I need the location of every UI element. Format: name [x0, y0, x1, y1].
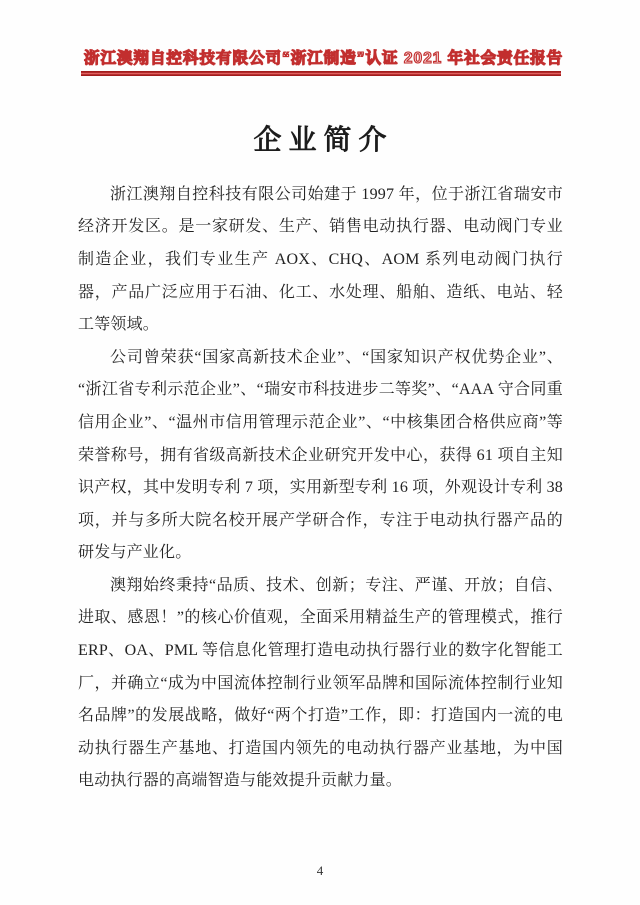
header-rule — [81, 71, 561, 76]
page-title: 企业简介 — [253, 124, 394, 155]
body-paragraph: 浙江澳翔自控科技有限公司始建于 1997 年，位于浙江省瑞安市经济开发区。是一家研发、生产、销售电动执行器、电动阀门专业制造企业，我们专业生产 AOX、CHQ、AOM 系列电动阀门执行器，产品广泛应用于石油、化工、水处理、船舶、造纸、电站、轻工等领域。 — [78, 185, 563, 334]
body-paragraph: 公司曾荣获“国家高新技术企业”、“国家知识产权优势企业”、“浙江省专利示范企业”、“瑞安市科技进步二等奖”、“AAA 守合同重信用企业”、“温州市信用管理示范企业”、“中核集团合格供应商”等荣誉称号，拥有省级高新技术企业研究开发中心，获得 61 项自主知识产权，其中发明专利 7 项，实用新型专利 16 项，外观设计专利 38 项，并与多所大院名校开展产学研合作，专注于电动执行器产品的研发与产业化。 — [78, 348, 563, 562]
page-number: 4 — [316, 863, 324, 878]
body-paragraph: 澳翔始终秉持“品质、技术、创新；专注、严谨、开放；自信、进取、感恩！”的核心价值观，全面采用精益生产的管理模式，推行 ERP、OA、PML 等信息化管理打造电动执行器行业的数字化智能工厂，并确立“成为中国流体控制行业领军品牌和国际流体控制行业知名品牌”的发展战略，做好“两个打造”工作，即：打造国内一流的电动执行器生产基地、打造国内领先的电动执行器产业基地，为中国电动执行器的高端智造与能效提升贡献力量。 — [78, 576, 563, 790]
page-header — [0, 0, 640, 68]
header-report-title: “浙江制造”认证 2021 年社会责任报告 — [282, 50, 564, 67]
header-company-name: 浙江澳翔自控科技有限公司 — [84, 50, 283, 67]
body-text — [78, 179, 563, 798]
